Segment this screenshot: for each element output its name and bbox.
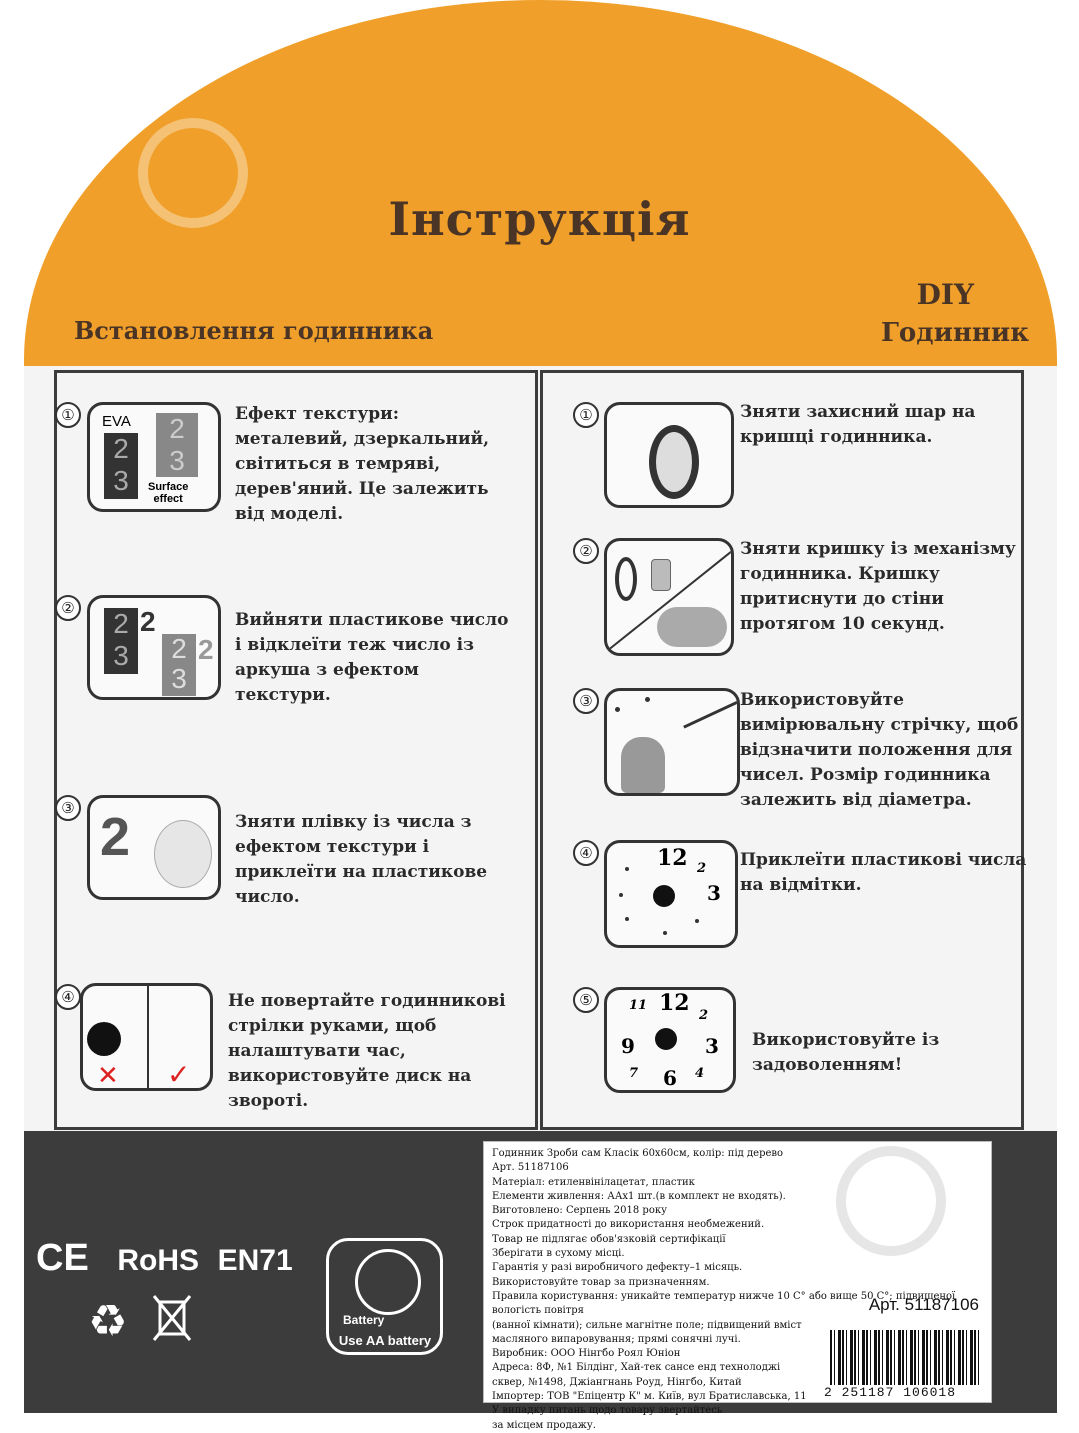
info-line: Строк придатності до використання необмежений. bbox=[492, 1219, 765, 1231]
surface-effect-label: Surface effect bbox=[148, 481, 189, 505]
clock-marks-illustration bbox=[604, 840, 738, 948]
clock-number: 12 bbox=[659, 990, 690, 1016]
step-number: ④ bbox=[573, 840, 599, 866]
info-line: У випадку питань щодо товару звертайтесь bbox=[492, 1405, 723, 1417]
certification-marks bbox=[36, 1237, 293, 1280]
weee-bin-icon bbox=[152, 1292, 192, 1342]
clock-number: 3 bbox=[707, 881, 721, 905]
dot bbox=[695, 919, 699, 923]
clock-center bbox=[87, 1022, 121, 1056]
diy-label: DIY bbox=[916, 278, 974, 311]
clock-number: 7 bbox=[629, 1066, 639, 1081]
clock-number: 2 bbox=[699, 1008, 709, 1023]
ce-mark: CE bbox=[36, 1237, 89, 1279]
dot bbox=[645, 697, 650, 702]
step-text: Приклеїти пластикові числа на відмітки. bbox=[740, 850, 1027, 895]
step-number: ③ bbox=[55, 795, 81, 821]
number-tile-black: 2 3 bbox=[104, 608, 138, 674]
info-line: Матеріал: етиленвінілацетат, пластик bbox=[492, 1176, 695, 1188]
info-line: Виробник: ООО Нінгбо Роял Юніон bbox=[492, 1348, 681, 1360]
subtitle-right: Годинник bbox=[880, 318, 1029, 348]
info-line: Виготовлено: Серпень 2018 року bbox=[492, 1205, 667, 1217]
info-line: Адреса: 8Ф, №1 Білдінг, Хай-тек сансе енд технолоджі bbox=[492, 1362, 781, 1374]
tape-icon bbox=[683, 700, 739, 728]
rohs-mark: RoHS bbox=[117, 1244, 200, 1277]
film-sheet bbox=[154, 820, 212, 888]
step-number: ② bbox=[573, 538, 599, 564]
clock-number: 11 bbox=[629, 998, 648, 1013]
clock-mechanism bbox=[649, 425, 699, 499]
orange-header bbox=[24, 0, 1057, 366]
info-line: Товар не підлягає обов'язковій сертифікації bbox=[492, 1233, 726, 1245]
info-line: сквер, №1498, Джіангнань Роуд, Нінгбо, Китай bbox=[492, 1376, 742, 1388]
battery-icon bbox=[355, 1249, 421, 1315]
number-tile-black: 2 3 bbox=[104, 433, 138, 499]
measure-illustration bbox=[604, 688, 740, 796]
step-number: ② bbox=[55, 595, 81, 621]
step-number: ⑤ bbox=[573, 987, 599, 1013]
step-number: ① bbox=[573, 402, 599, 428]
step-number: ③ bbox=[573, 688, 599, 714]
clock-number: 3 bbox=[705, 1034, 719, 1058]
clock-number: 6 bbox=[663, 1066, 677, 1090]
info-line: Арт. 51187106 bbox=[492, 1162, 569, 1174]
subtitle-left: Встановлення годинника bbox=[74, 316, 434, 345]
watermark-logo bbox=[836, 1146, 946, 1256]
clock-center bbox=[655, 1028, 677, 1050]
clock-number: 4 bbox=[695, 1066, 705, 1081]
cover-part bbox=[615, 557, 637, 601]
step-number: ① bbox=[55, 402, 81, 428]
step-number: ④ bbox=[55, 984, 81, 1010]
clock-number: 9 bbox=[621, 1034, 635, 1058]
info-line: Зберігати в сухому місці. bbox=[492, 1248, 625, 1260]
step-text: Ефект текстури: металевий, дзеркальний, світиться в темряві, дерев'яний. Це залежить від моделі. bbox=[235, 404, 490, 524]
number-glyph: 2 bbox=[100, 807, 131, 867]
battery-label: Battery bbox=[343, 1313, 385, 1327]
info-line: Використовуйте товар за призначенням. bbox=[492, 1276, 710, 1288]
recycle-icon: ♻ bbox=[88, 1296, 128, 1347]
step-text: Використовуйте із задоволенням! bbox=[752, 1030, 940, 1075]
battery-caption: Use AA battery bbox=[338, 1333, 432, 1348]
info-line: за місцем продажу. bbox=[492, 1419, 596, 1431]
info-line: Годинник Зроби сам Класік 60х60см, колір: під дерево bbox=[492, 1148, 784, 1159]
number-glyph: 2 bbox=[140, 606, 156, 637]
step-text: Зняти плівку із числа з ефектом текстури і приклеїти на пластикове число. bbox=[235, 812, 488, 907]
info-line: масляного випаровування; прямі сонячні лучі. bbox=[492, 1333, 741, 1345]
article-number: Арт. 51187106 bbox=[868, 1295, 979, 1314]
dot bbox=[625, 917, 629, 921]
info-line: Гарантія у разі виробничого дефекту–1 місяць. bbox=[492, 1262, 743, 1274]
info-line: (ванної кімнати); сильне магнітне поле; підвищений вміст bbox=[492, 1319, 802, 1331]
clock-number: 2 bbox=[697, 861, 707, 876]
number-tile-grey: 2 3 bbox=[162, 634, 196, 696]
finished-clock-illustration bbox=[604, 987, 736, 1093]
check-icon: ✓ bbox=[167, 1059, 191, 1090]
barcode bbox=[830, 1330, 980, 1385]
mechanism-part bbox=[651, 559, 671, 591]
hand-icon bbox=[621, 737, 665, 793]
clock-center bbox=[653, 885, 675, 907]
dot bbox=[619, 893, 623, 897]
info-line: Правила користування: уникайте температур нижче 10 С° або вище 50 С°; підвищеної вологість повітря bbox=[492, 1290, 956, 1317]
film-illustration bbox=[87, 795, 221, 900]
step-text: Використовуйте вимірювальну стрічку, щоб відзначити положення для чисел. Розмір годинника залежить від діаметра. bbox=[740, 690, 1019, 810]
en71-mark: EN71 bbox=[217, 1244, 293, 1277]
peel-illustration bbox=[87, 595, 221, 700]
clock-number: 12 bbox=[657, 845, 688, 871]
cross-icon: ✕ bbox=[97, 1060, 119, 1090]
page-title: Інструкція bbox=[388, 192, 691, 246]
number-glyph: 2 bbox=[198, 634, 214, 665]
texture-illustration bbox=[87, 402, 221, 512]
hands-warning-illustration bbox=[80, 983, 213, 1091]
dot bbox=[663, 931, 667, 935]
step-text: Не повертайте годинникові стрілки руками, щоб налаштувати час, використовуйте диск на звороті. bbox=[228, 991, 506, 1111]
hands-icon bbox=[657, 607, 727, 647]
info-line: Імпортер: ТОВ "Епіцентр К" м. Київ, вул Братиславська, 11 bbox=[492, 1391, 807, 1403]
number-tile-grey: 2 3 bbox=[156, 413, 198, 477]
press-illustration bbox=[604, 538, 734, 656]
divider bbox=[147, 986, 149, 1091]
step-text: Вийняти пластикове число і відклеїти теж число із аркуша з ефектом текстури. bbox=[235, 610, 509, 705]
step-text: Зняти захисний шар на кришці годинника. bbox=[740, 402, 976, 447]
dot bbox=[625, 867, 629, 871]
barcode-number: 2 251187 106018 bbox=[824, 1385, 957, 1400]
info-line: Елементи живлення: ААх1 шт.(в комплект не входять). bbox=[492, 1190, 786, 1202]
cover-illustration bbox=[604, 402, 734, 508]
step-text: Зняти кришку із механізму годинника. Кришку притиснути до стіни протягом 10 секунд. bbox=[740, 539, 1016, 634]
dot bbox=[615, 707, 620, 712]
eva-label: EVA bbox=[102, 413, 131, 430]
